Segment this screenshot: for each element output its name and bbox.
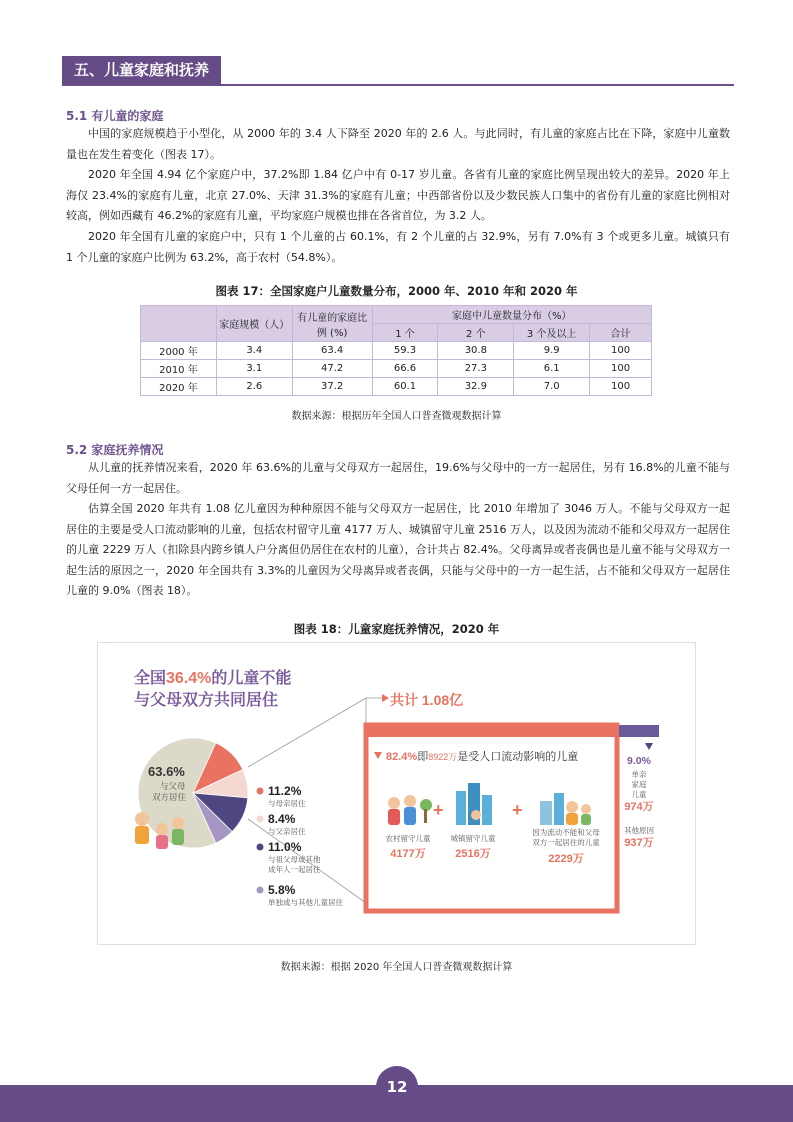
pie-main-label: 双方居住: [152, 792, 187, 802]
box-headline: 82.4%即8922万是受人口流动影响的儿童: [386, 751, 579, 763]
pie-main-label: 与父母: [160, 781, 186, 791]
legend-pct: 5.8%: [268, 883, 296, 897]
table-cell: 100: [590, 360, 652, 378]
side-label: 儿童: [631, 790, 647, 799]
urban-children-icon: [456, 783, 492, 825]
table-cell: 2.6: [216, 378, 292, 396]
page-number: 12: [376, 1066, 418, 1108]
table-cell: 6.1: [514, 360, 590, 378]
figure-18-graphic: [98, 643, 695, 944]
paragraph: 中国的家庭规模趋于小型化，从 2000 年的 3.4 人下降至 2020 年的 2.6 人。与此同时，有儿童的家庭占比在下降，家庭中儿童数量也在发生着变化（图表 17）。: [66, 127, 730, 161]
group-label: 城镇留守儿童: [450, 834, 496, 843]
group-label: 因为流动不能和父母: [532, 828, 600, 837]
table-cell: 9.9: [514, 342, 590, 360]
table-cell: 60.1: [372, 378, 438, 396]
legend-label: 单独或与其他儿童居住: [268, 898, 343, 907]
paragraph: 估算全国 2020 年共有 1.08 亿儿童因为种种原因不能与父母双方一起居住，比 2010 年增加了 3046 万人。不能与父母双方一起居住的主要是受人口流动影响的儿童，包括农村留守儿童 4177 万人、城镇留守儿童 2516 万人，以及因为流动不能和父母双方一起居住的儿童 2229 万人（扣除县内跨乡镇人户分离但仍居住在农村的儿童），合计共占 82.4%。父母离异或者丧偶也是儿童不能与父母双方一起生活的原因之一，2020 年全国共有 3.3%的儿童因为父母离异或者丧偶，只能与父母中的一方一起生活，占不能和父母双方一起居住儿童的 9.0%（图表 18）。: [66, 502, 730, 597]
legend-label: 与祖父母或其他: [268, 855, 321, 864]
table-source: 数据来源：根据历年全国人口普查微观数据计算: [291, 411, 502, 422]
table-cell: 30.8: [438, 342, 514, 360]
legend-pct: 11.2%: [268, 784, 302, 798]
table-cell: 2020 年: [141, 378, 217, 396]
table-row: [141, 360, 652, 378]
legend-dot: [257, 788, 264, 795]
plus-icon: +: [512, 800, 523, 820]
table-cell: 3.4: [216, 342, 292, 360]
group-value: 4177万: [390, 848, 426, 860]
plus-icon: +: [433, 800, 444, 820]
other-label: 其他原因: [624, 826, 654, 835]
col-header: 3 个及以上: [514, 324, 590, 342]
down-triangle-icon: [374, 752, 382, 759]
legend-label: 与父亲居住: [268, 827, 306, 836]
side-pct: 9.0%: [627, 755, 651, 767]
paragraph: 从儿童的抚养情况来看，2020 年 63.6%的儿童与父母双方一起居住，19.6%与父母中的一方一起居住，另有 16.8%的儿童不能与父母任何一方一起居住。: [66, 461, 730, 495]
figure-caption: 图表 18：儿童家庭抚养情况，2020 年: [293, 622, 500, 636]
table-cell: 7.0: [514, 378, 590, 396]
col-header-size: 家庭规模（人）: [216, 306, 292, 342]
pie-legend: [257, 784, 344, 907]
household-children-table: [140, 305, 652, 396]
heading-5-2: 5.2 家庭抚养情况: [66, 443, 164, 457]
side-label: 单亲: [631, 770, 647, 779]
headline-line2: 与父母双方共同居住: [134, 692, 279, 709]
table-cell: 2010 年: [141, 360, 217, 378]
col-header-group: 家庭中儿童数量分布（%）: [372, 306, 651, 324]
table-cell: 3.1: [216, 360, 292, 378]
table-cell: 63.4: [292, 342, 372, 360]
side-band: [619, 725, 659, 737]
group-label: 双方一起居住的儿童: [532, 838, 600, 847]
table-cell: 37.2: [292, 378, 372, 396]
group-value: 2516万: [455, 848, 491, 860]
legend-dot: [257, 887, 264, 894]
table-corner: [141, 306, 217, 342]
figure-18: [97, 642, 696, 945]
migrant-children-icon: [540, 793, 591, 825]
table-cell: 59.3: [372, 342, 438, 360]
table-cell: 66.6: [372, 360, 438, 378]
other-value: 937万: [624, 837, 654, 849]
table-row: [141, 342, 652, 360]
col-header: 合计: [590, 324, 652, 342]
section-title: 五、儿童家庭和抚养: [62, 56, 221, 84]
legend-dot: [257, 844, 264, 851]
table-cell: 100: [590, 342, 652, 360]
paragraph: 2020 年全国 4.94 亿个家庭户中，37.2%即 1.84 亿户中有 0-17 岁儿童。各省有儿童的家庭比例呈现出较大的差异。2020 年上海仅 23.4%的家庭有儿童，北京 27.0%、天津 31.3%的家庭有儿童；中西部省份以及少数民族人口集中的省份有儿童的家庭比例相对较高，例如西藏有 46.2%的家庭有儿童，平均家庭户规模也排在各省首位，为 3.2 人。: [66, 168, 730, 222]
legend-dot: [257, 816, 264, 823]
headline-line1: 全国36.4%的儿童不能: [134, 670, 292, 687]
pie-main-pct: 63.6%: [148, 764, 185, 779]
table-row: [141, 378, 652, 396]
group-value: 2229万: [548, 853, 584, 865]
legend-pct: 11.0%: [268, 840, 302, 854]
table-caption: 图表 17：全国家庭户儿童数量分布，2000 年、2010 年和 2020 年: [215, 284, 578, 298]
table-cell: 100: [590, 378, 652, 396]
table-cell: 47.2: [292, 360, 372, 378]
section-header: [62, 56, 734, 86]
group-label: 农村留守儿童: [385, 834, 431, 843]
paragraph: 2020 年全国有儿童的家庭户中，只有 1 个儿童的占 60.1%，有 2 个儿童的占 32.9%，另有 7.0%有 3 个或更多儿童。城镇只有 1 个儿童的家庭户比例为 63.2%，高于农村（54.8%）。: [66, 230, 730, 264]
table-cell: 32.9: [438, 378, 514, 396]
col-header: 1 个: [372, 324, 438, 342]
rural-children-icon: [388, 795, 432, 825]
down-triangle-icon: [645, 743, 653, 750]
side-value: 974万: [624, 801, 654, 813]
col-header-ratio: 有儿童的家庭比例 (%): [292, 306, 372, 342]
heading-5-1: 5.1 有儿童的家庭: [66, 109, 164, 123]
arrow-icon: [382, 694, 389, 702]
table-cell: 2000 年: [141, 342, 217, 360]
table-cell: 27.3: [438, 360, 514, 378]
figure-source: 数据来源：根据 2020 年全国人口普查微观数据计算: [280, 962, 513, 973]
side-label: 家庭: [631, 780, 647, 789]
total-label: 共计 1.08亿: [390, 692, 464, 708]
col-header: 2 个: [438, 324, 514, 342]
legend-label: 成年人一起居住: [268, 865, 321, 874]
legend-label: 与母亲居住: [268, 799, 306, 808]
legend-pct: 8.4%: [268, 812, 296, 826]
